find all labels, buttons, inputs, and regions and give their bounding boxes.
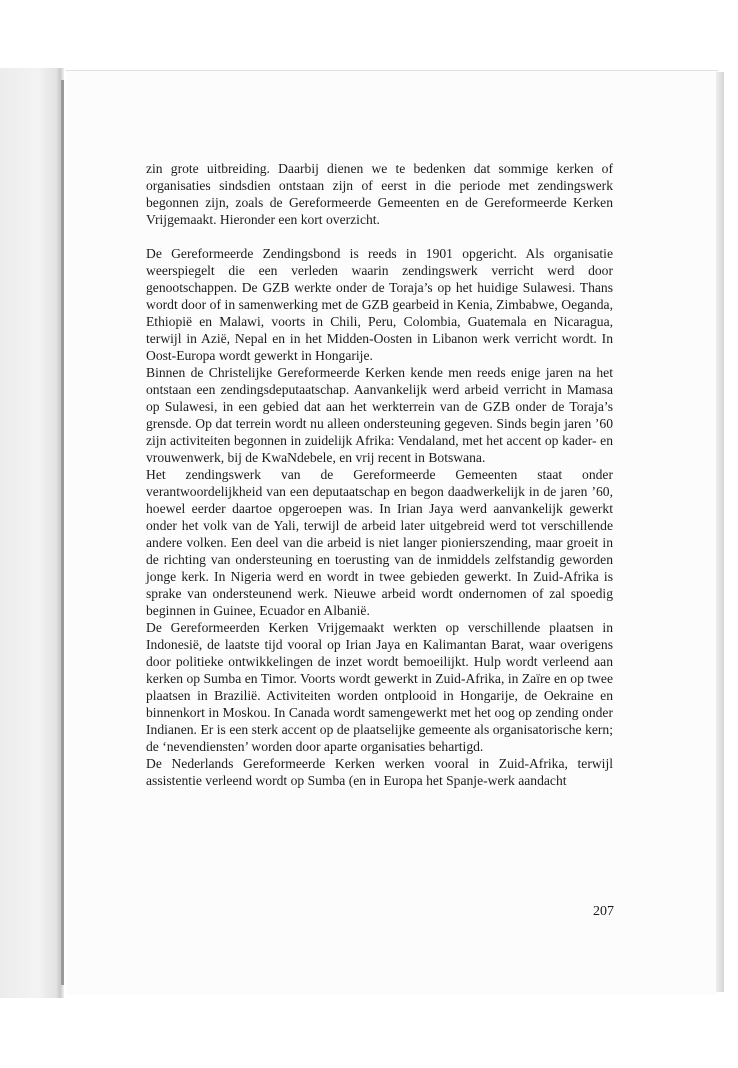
paragraph-intro: zin grote uitbreiding. Daarbij dienen we te bedenken dat sommige kerken of organisaties sindsdien ontstaan zijn of eerst in die periode met zendingswerk begonnen zijn, zoals de Gereformeerde Gemeenten en de Gereformeerde Kerken Vrijgemaakt. Hieronder een kort overzicht. bbox=[146, 161, 613, 227]
page-top-edge bbox=[66, 70, 718, 71]
gutter-edge bbox=[61, 80, 64, 985]
paragraph-ngk: De Nederlands Gereformeerde Kerken werken vooral in Zuid-Afrika, terwijl assistentie verleend wordt op Sumba (en in Europa het Spanje-werk aandacht bbox=[146, 756, 613, 788]
paragraph-gergem: Het zendingswerk van de Gereformeerde Gemeenten staat onder verantwoordelijkheid van een deputaatschap en begon daadwerkelijk in de jaren ’60, hoewel eerder daartoe opgeroepen was. In Irian Jaya werd aanvankelijk gewerkt onder het volk van de Yali, terwijl de arbeid later uitgebreid werd tot verschillende andere volken. Een deel van die arbeid is niet langer pionierszending, maar groeit in de richting van ondersteuning en toerusting van de inmiddels zelfstandig geworden jonge kerk. In Nigeria werd en wordt in twee gebieden gewerkt. In Zuid-Afrika is sprake van ondersteunend werk. Nieuwe arbeid wordt ondernomen of zal spoedig beginnen in Guinee, Ecuador en Albanië. bbox=[146, 467, 613, 618]
paragraph-cgk: Binnen de Christelijke Gereformeerde Kerken kende men reeds enige jaren na het ontstaan een zendingsdeputaatschap. Aanvankelijk werd arbeid verricht in Mamasa op Sulawesi, in een gebied dat aan het werkterrein van de GZB onder de Toraja’s grensde. Op dat terrein wordt nu alleen ondersteuning gegeven. Sinds begin jaren ’60 zijn activiteiten begonnen in zuidelijk Afrika: Vendaland, met het accent op kader- en vrouwenwerk, bij de KwaNdebele, en vrij recent in Botswana. bbox=[146, 365, 613, 465]
paragraph-gzb: De Gereformeerde Zendingsbond is reeds in 1901 opgericht. Als organisatie weerspiegelt die een verleden waarin zendingswerk verricht werd door genootschappen. De GZB werkte onder de Toraja’s op het huidige Sulawesi. Thans wordt door of in samenwerking met de GZB gearbeid in Kenia, Zimbabwe, Oeganda, Ethiopië en Malawi, voorts in Chili, Peru, Colombia, Guatemala en Nicaragua, terwijl in Azië, Nepal en in het Midden-Oosten in Libanon werk verricht wordt. In Oost-Europa wordt gewerkt in Hongarije. bbox=[146, 246, 613, 363]
body-text bbox=[146, 160, 613, 789]
page-number: 207 bbox=[593, 904, 614, 919]
book-gutter bbox=[0, 68, 64, 998]
page-edge-shadow bbox=[716, 72, 724, 992]
paragraph-gkv: De Gereformeerden Kerken Vrijgemaakt werkten op verschillende plaatsen in Indonesië, de laatste tijd vooral op Irian Jaya en Kalimantan Barat, waar overigens door politieke ontwikkelingen de inzet wordt bemoeilijkt. Hulp wordt verleend aan kerken op Sumba en Timor. Voorts wordt gewerkt in Zuid-Afrika, in Zaïre en op twee plaatsen in Brazilië. Activiteiten worden ontplooid in Hongarije, de Oekraine en binnenkort in Moskou. In Canada wordt samengewerkt met het oog op zending onder Indianen. Er is een sterk accent op de plaatselijke gemeente als organisatorische kern; de ‘nevendiensten’ worden door aparte organisaties behartigd. bbox=[146, 620, 613, 754]
